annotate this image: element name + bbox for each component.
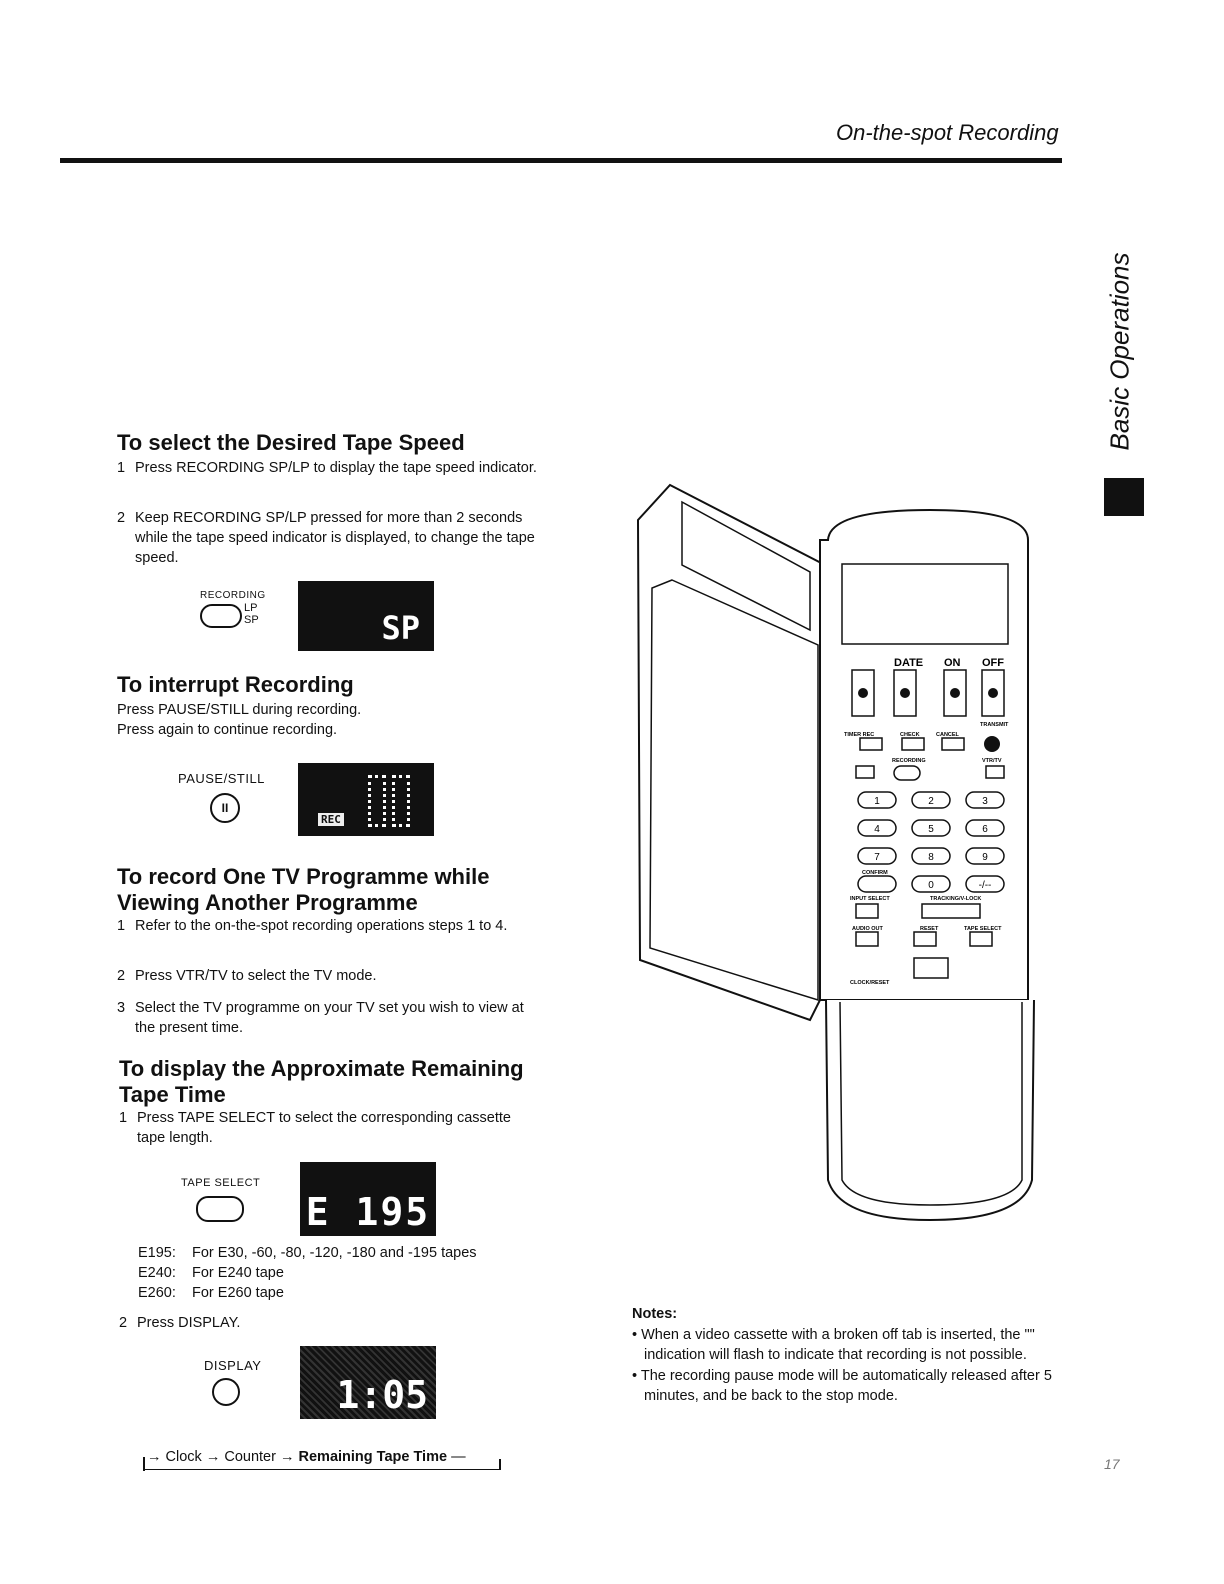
rec-indicator: REC [318,813,344,826]
section-heading-line1: To display the Approximate Remaining [119,1056,524,1081]
step-number: 3 [117,1000,126,1016]
pause-still-label: PAUSE/STILL [178,771,265,786]
remote-recording-label: RECORDING [892,758,926,764]
remote-tape-select-label: TAPE SELECT [964,926,1002,932]
step-text: Press RECORDING SP/LP to display the tape speed indicator. [135,460,537,476]
remote-key-label: 8 [928,852,934,863]
step-number: 1 [119,1110,128,1126]
tape-code: E240: [138,1265,176,1281]
remote-check-label: CHECK [900,732,920,738]
remote-tracking-label: TRACKING/V-LOCK [930,896,982,902]
remote-clock-reset-label: CLOCK/RESET [850,980,890,986]
section-interrupt-recording [117,672,557,740]
step [117,458,557,478]
section-heading-line1: To record One TV Programme while [117,864,490,889]
lcd-segment-digit [368,775,386,827]
tape-list-item [138,1283,558,1303]
header-rule [60,158,1062,163]
recording-label: RECORDING [200,590,266,601]
tape-code: E195: [138,1245,176,1261]
remote-key-label: 2 [928,796,934,807]
remote-cancel-label: CANCEL [936,732,959,738]
remote-date-label: DATE [894,657,924,669]
notes [632,1304,1072,1407]
tape-list-item [138,1243,558,1263]
step-number: 2 [117,510,126,526]
tape-select-button [196,1196,244,1222]
remote-on-label: ON [944,657,961,669]
section-tape-speed [117,430,557,566]
arrow-icon: — [451,1449,466,1465]
remote-key-label: 6 [982,824,988,835]
remote-key-label: 1 [874,796,880,807]
tape-list-item [138,1263,558,1283]
tape-list [138,1243,558,1303]
lcd-segment-digit [392,775,410,827]
step [117,966,537,986]
sp-label: SP [244,614,259,626]
remote-timer-rec-label: TIMER REC [844,732,875,738]
tape-code: E260: [138,1285,176,1301]
step-number: 2 [119,1315,128,1331]
remote-off-label: OFF [982,657,1004,669]
remote-key-label: 3 [982,796,988,807]
pause-still-button: II [210,793,240,823]
remote-lower-body [826,1000,1034,1220]
recording-button-illustration [198,590,278,640]
tape-desc: For E30, -60, -80, -120, -180 and -195 tapes [192,1245,477,1261]
cycle-clock: Clock [165,1449,202,1465]
step-number: 2 [117,968,126,984]
display-label: DISPLAY [204,1358,262,1373]
section-heading: To interrupt Recording [117,672,354,697]
remote-key-label: 9 [982,852,988,863]
section-heading: To select the Desired Tape Speed [117,430,465,455]
cycle-line-bottom [143,1469,501,1470]
arrow-icon: → [279,1449,295,1465]
remote-key-label: 5 [928,824,934,835]
display-cycle [143,1447,503,1467]
transmit-button [984,736,1000,752]
remote-reset-label: RESET [920,926,939,932]
recording-button [200,604,242,628]
tape-select-lcd: E 195 [300,1162,436,1236]
cycle-remaining: Remaining Tape Time [298,1449,448,1465]
line: Press PAUSE/STILL during recording. [117,702,362,718]
cycle-line-right [499,1459,501,1470]
remote-input-select-label: INPUT SELECT [850,896,890,902]
section-heading-line2: Tape Time [119,1082,226,1107]
cycle-text [147,1447,466,1467]
pause-lcd [298,763,434,836]
display-button [212,1378,240,1406]
display-lcd: 1:05 [300,1346,436,1419]
step [117,508,557,568]
step-text: Press VTR/TV to select the TV mode. [135,968,377,984]
note-text: The recording pause mode will be automatically released after 5 minutes, and be back to the stop mode. [640,1367,1052,1404]
step [119,1313,539,1333]
remote-key-label: 0 [928,880,934,891]
line: Press again to continue recording. [117,722,338,738]
page-number: 17 [1104,1456,1120,1472]
side-tab-label: Basic Operations [1104,252,1135,451]
remote-key-label: -/-- [978,880,992,891]
step-text: Keep RECORDING SP/LP pressed for more than 2 seconds while the tape speed indicator is displayed, to change the tape speed. [135,510,535,566]
section-record-while-viewing [117,864,557,916]
notes-title: Notes: [632,1306,678,1322]
arrow-icon: → [205,1449,221,1465]
step-number: 1 [117,460,126,476]
step-number: 1 [117,918,126,934]
side-tab-marker [1104,478,1144,516]
tape-desc: For E240 tape [192,1265,284,1281]
remote-control-illustration [630,480,1050,1240]
step-text: Press TAPE SELECT to select the corresponding cassette tape length. [137,1110,511,1146]
section-heading-line2: Viewing Another Programme [117,890,418,915]
page-header-title: On-the-spot Recording [836,120,1059,145]
lp-label: LP [244,602,258,614]
remote-key-label: 7 [874,852,880,863]
step-text: Select the TV programme on your TV set you wish to view at the present time. [135,1000,524,1036]
remote-transmit-label: TRANSMIT [980,722,1009,728]
note-item: • The recording pause mode will be automatically released after 5 minutes, and be back to the stop mode. [632,1367,1052,1404]
remote-audio-out-label: AUDIO OUT [852,926,883,932]
tape-select-label: TAPE SELECT [181,1177,261,1189]
note-item: • When a video cassette with a broken off tab is inserted, the "" indication will flash to indicate that recording is not possible. [632,1326,1035,1363]
cycle-counter: Counter [224,1449,276,1465]
remote-vtr-tv-label: VTR/TV [982,758,1002,764]
step-text: Refer to the on-the-spot recording operations steps 1 to 4. [135,918,508,934]
remote-confirm-label: CONFIRM [862,870,888,876]
remote-key-label: 4 [874,824,880,835]
arrow-icon: → [147,1449,162,1465]
side-tab [1096,240,1146,480]
tape-desc: For E260 tape [192,1285,284,1301]
step-text: Press DISPLAY. [137,1315,241,1331]
tape-speed-lcd: SP [298,581,434,651]
step [119,1108,539,1148]
step [117,998,537,1038]
section-remaining-tape-time [119,1056,559,1108]
step [117,916,537,936]
note-text: When a video cassette with a broken off tab is inserted, the "" indication will flash to indicate that recording is not possible. [641,1326,1035,1363]
